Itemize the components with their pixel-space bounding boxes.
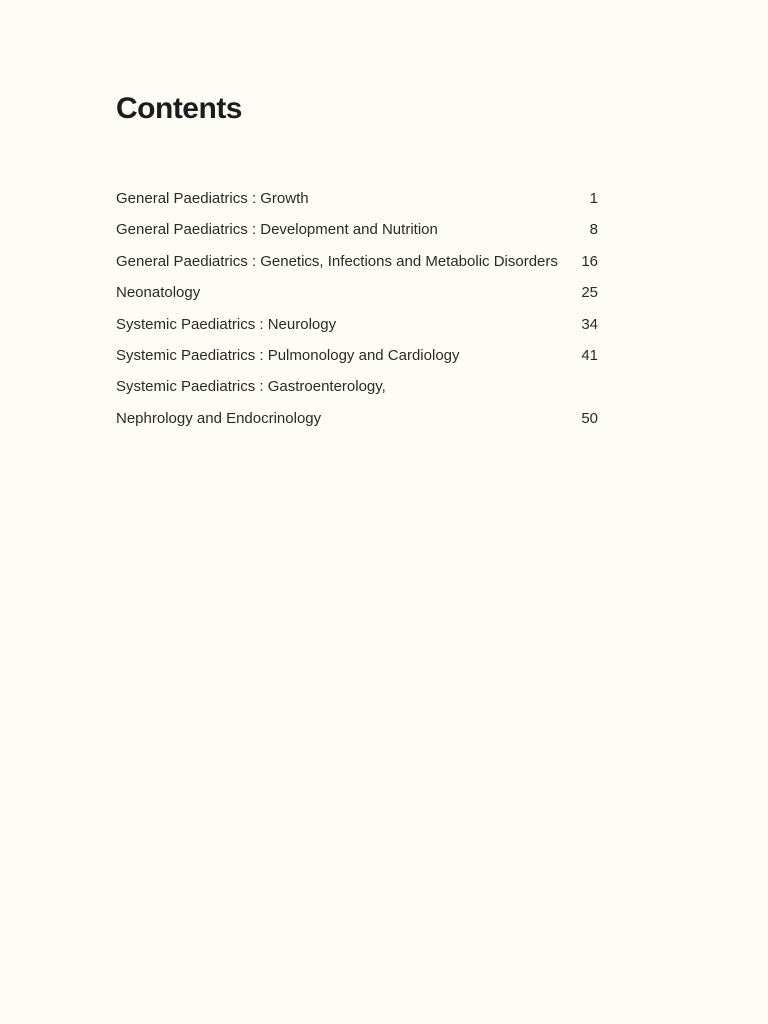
toc-entry-page: 50 <box>581 409 598 427</box>
toc-entry[interactable] <box>116 316 598 347</box>
toc-entry-title: General Paediatrics : Genetics, Infections and Metabolic Disorders <box>116 252 558 270</box>
toc-entry-title: General Paediatrics : Development and Nutrition <box>116 221 438 239</box>
toc-entry-page: 1 <box>589 190 598 207</box>
toc-entry-page: 8 <box>589 221 598 239</box>
toc-entry-title: Systemic Paediatrics : Neurology <box>116 315 337 333</box>
toc-entry-title: Nephrology and Endocrinology <box>116 409 322 427</box>
toc-entry[interactable] <box>116 253 598 284</box>
toc-entry[interactable] <box>116 190 598 221</box>
toc-entry-page: 41 <box>581 346 598 364</box>
toc-entry-title: Neonatology <box>116 284 201 302</box>
page-title: Contents <box>116 92 242 125</box>
toc-entry-title: General Paediatrics : Growth <box>116 190 309 207</box>
toc-entry[interactable] <box>116 347 598 378</box>
toc-entry-page: 34 <box>581 315 598 333</box>
toc-entry-title: Systemic Paediatrics : Gastroenterology, <box>116 378 386 396</box>
toc-entry-page: 25 <box>581 284 598 302</box>
toc-entry-page: 16 <box>581 252 598 270</box>
toc-entry[interactable] <box>116 284 598 315</box>
toc-entry[interactable] <box>116 378 598 409</box>
table-of-contents <box>116 190 598 441</box>
toc-entry[interactable] <box>116 410 598 441</box>
toc-entry[interactable] <box>116 221 598 252</box>
toc-entry-title: Systemic Paediatrics : Pulmonology and Cardiology <box>116 346 460 364</box>
